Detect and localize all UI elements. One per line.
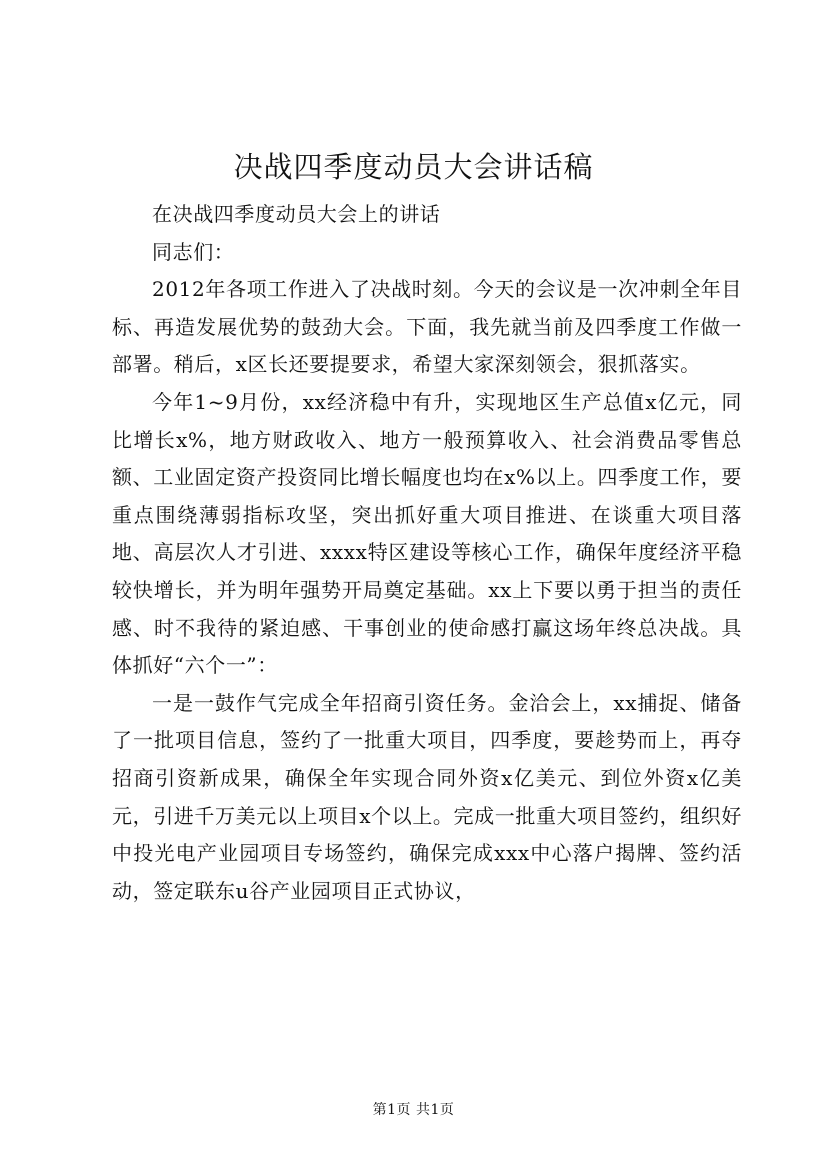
speech-subtitle: 在决战四季度动员大会上的讲话 [152,202,441,226]
salutation: 同志们： [152,239,235,264]
document-title: 决战四季度动员大会讲话稿 [233,150,594,184]
body-paragraph: 一是一鼓作气完成全年招商引资任务。金洽会上，xx捕捉、储备了一批项目信息，签约了一批重大项目，四季度，要趁势而上，再夺招商引资新成果，确保全年实现合同外资x亿美元、到位外资x亿美元，引进千万美元以上项目x个以上。完成一批重大项目签约，组织好中投光电产业园项目专场签约，确保完成xxx中心落户揭牌、签约活动，签定联东u谷产业园项目正式协议， [112,690,742,903]
body-paragraph: 今年1~9月份，xx经济稳中有升，实现地区生产总值x亿元，同比增长x%，地方财政收入、地方一般预算收入、社会消费品零售总额、工业固定资产投资同比增长幅度也均在x%以上。四季度工作，要重点围绕薄弱指标攻坚，突出抓好重大项目推进、在谈重大项目落地、高层次人才引进、xxxx特区建设等核心工作，确保年度经济平稳较快增长，并为明年强势开局奠定基础。xx上下要以勇于担当的责任感、时不我待的紧迫感、干事创业的使命感打赢这场年终总决战。具体抓好“六个一”： [112,389,742,678]
page-number-footer: 第1页 共1页 [372,1102,455,1118]
document-body [112,196,742,910]
body-paragraph: 2012年各项工作进入了决战时刻。今天的会议是一次冲刺全年目标、再造发展优势的鼓劲大会。下面，我先就当前及四季度工作做一部署。稍后，x区长还要提要求，希望大家深刻领会，狠抓落实。 [112,277,742,377]
